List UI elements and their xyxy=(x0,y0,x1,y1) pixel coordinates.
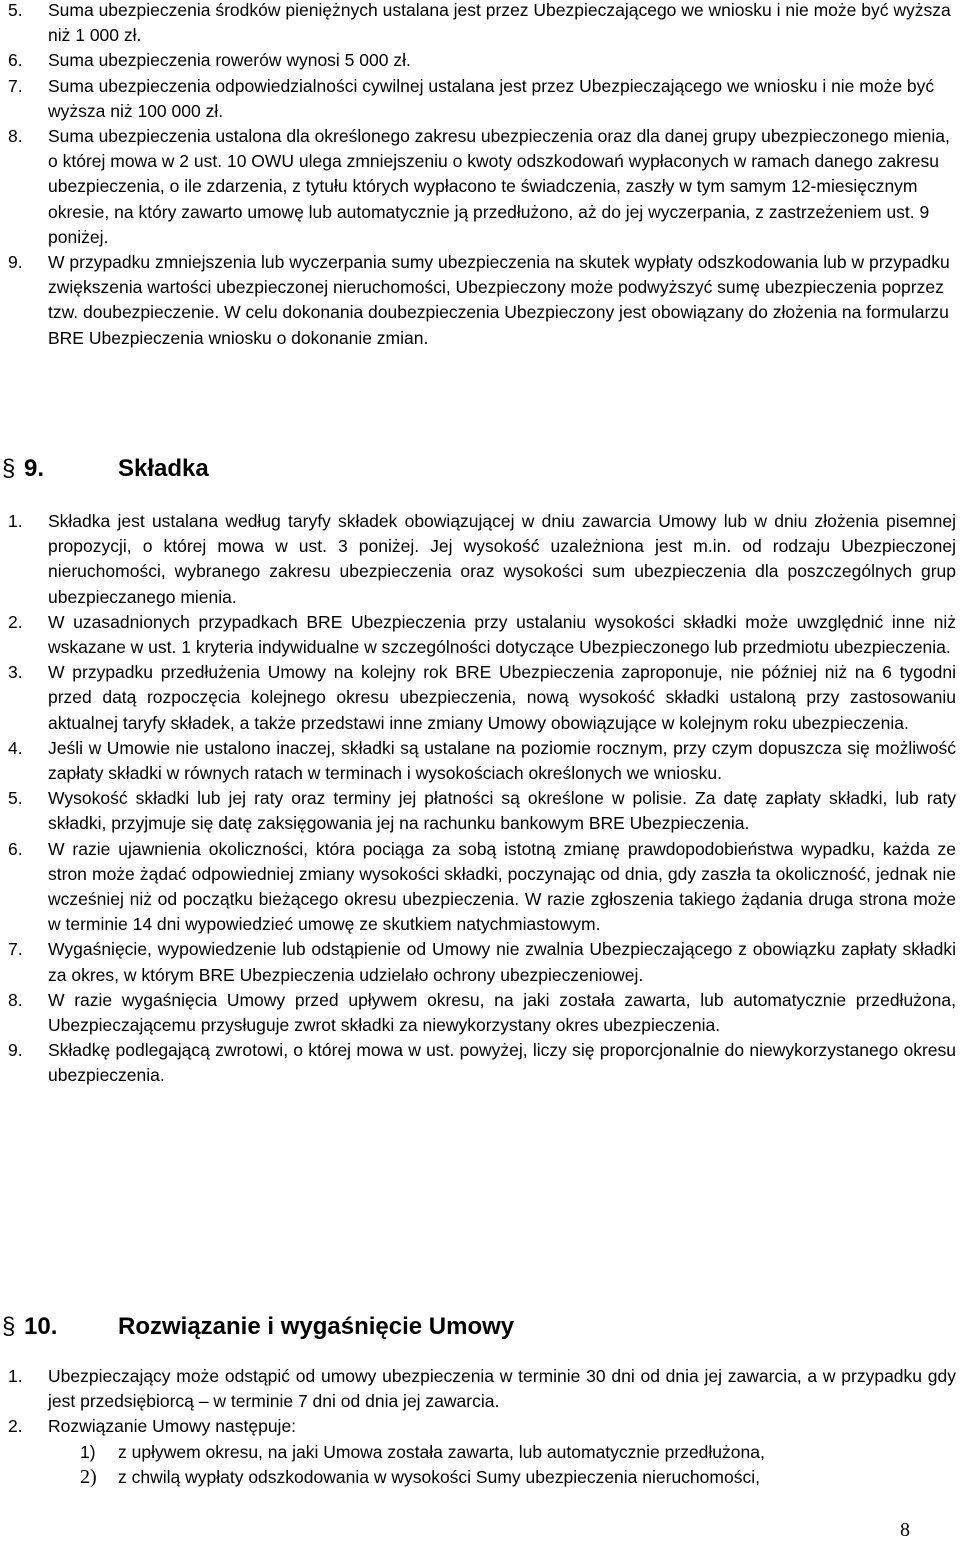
item-text: Jeśli w Umowie nie ustalono inaczej, składki są ustalane na poziomie rocznym, przy czym dopuszcza się możliwość zapłaty składki w równych ratach w terminach i wysokościach określonych we wniosku. xyxy=(48,737,956,784)
item-number: 9. xyxy=(8,1040,23,1061)
item-number: 2. xyxy=(8,611,23,632)
list-item xyxy=(8,937,956,987)
paragraph-sign: § xyxy=(2,455,16,482)
item-number: 7. xyxy=(8,75,23,96)
sub-list-item xyxy=(8,1465,956,1490)
item-text: Składka jest ustalana według taryfy składek obowiązującej w dniu zawarcia Umowy lub w dniu złożenia pisemnej propozycji, o której mowa w ust. 3 poniżej. Jej wysokość uzależniona jest m.in. od rodzaju Ubezpieczonej nieruchomości, wybranego zakresu ubezpieczenia oraz wysokości sum ubezpieczenia dla poszczególnych grup ubezpieczanego mienia. xyxy=(48,511,956,607)
item-text: Rozwiązanie Umowy następuje: xyxy=(48,1416,297,1437)
list-item xyxy=(8,837,956,938)
item-text: Suma ubezpieczenia rowerów wynosi 5 000 zł. xyxy=(48,50,411,71)
item-number: 2. xyxy=(8,1416,23,1437)
list-item xyxy=(8,1364,956,1414)
section-number: 10. xyxy=(24,1313,58,1340)
item-text: Wysokość składki lub jej raty oraz terminy jej płatności są określone w polisie. Za datę zapłaty składki, lub raty składki, przyjmuje się datę zaksięgowania jej na rachunku bankowym BRE Ubezpieczenia. xyxy=(48,788,956,834)
list-item xyxy=(8,1038,956,1088)
list-item xyxy=(8,1414,956,1439)
list-item xyxy=(8,660,956,736)
sub-item-text: z upływem okresu, na jaki Umowa została zawarta, lub automatycznie przedłużona, xyxy=(118,1441,765,1462)
item-number: 5. xyxy=(8,788,23,809)
item-text: W przypadku zmniejszenia lub wyczerpania sumy ubezpieczenia na skutek wypłaty odszkodowania lub w przypadku zwiększenia wartości ubezpieczonej nieruchomości, Ubezpieczony może podwyższyć sumę ubezpieczenia poprzez tzw. doubezpieczenie. W celu dokonania doubezpieczenia Ubezpieczony jest obowiązany do złożenia na formularzu BRE Ubezpieczenia wniosku o dokonanie zmian. xyxy=(48,252,950,348)
item-text: Suma ubezpieczenia ustalona dla określonego zakresu ubezpieczenia oraz dla danej grupy ubezpieczonego mienia, o której mowa w 2 ust. 10 OWU ulega zmniejszeniu o kwoty odszkodowań wypłaconych w ramach danego zakresu ubezpieczenia, o ile zdarzenia, z tytułu których wypłacono te świadczenia, zaszły w tym samym 12-miesięcznym okresie, na który zawarto umowę lub automatycznie ją przedłużono, aż do jej wyczerpania, z zastrzeżeniem ust. 9 poniżej. xyxy=(48,126,950,247)
item-number: 6. xyxy=(8,838,23,859)
item-number: 9. xyxy=(8,252,23,273)
list-item xyxy=(8,74,956,124)
item-text: W uzasadnionych przypadkach BRE Ubezpieczenia przy ustalaniu wysokości składki może uwzględnić inne niż wskazane w ust. 1 kryteria indywidualne w szczególności dotyczące Ubezpieczonego lub przedmiotu ubezpieczenia. xyxy=(48,611,956,658)
sub-item-text: z chwilą wypłaty odszkodowania w wysokości Sumy ubezpieczenia nieruchomości, xyxy=(118,1466,760,1487)
item-number: 8. xyxy=(8,989,23,1010)
item-number: 1. xyxy=(8,511,23,531)
item-text: Wygaśnięcie, wypowiedzenie lub odstąpienie od Umowy nie zwalnia Ubezpieczającego z obowiązku zapłaty składki za okres, w którym BRE Ubezpieczenia udzielało ochrony ubezpieczeniowej. xyxy=(48,939,956,985)
item-text: W razie wygaśnięcia Umowy przed upływem okresu, na jaki została zawarta, lub automatycznie przedłużona, Ubezpieczającemu przysługuje zwrot składki za niewykorzystany okres ubezpieczenia. xyxy=(48,989,956,1036)
list-item xyxy=(8,250,956,351)
item-text: W razie ujawnienia okoliczności, która pociąga za sobą istotną zmianę prawdopodobieństwa wypadku, każda ze stron może żądać odpowiedniej zmiany wysokości składki, poczynając od dnia, gdy zaszła ta okoliczność, jednak nie wcześniej niż od początku bieżącego okresu ubezpieczenia. W razie zgłoszenia takiego żądania druga strona może w terminie 14 dni wypowiedzieć umowę ze skutkiem natychmiastowym. xyxy=(48,838,956,935)
item-number: 7. xyxy=(8,939,23,960)
termination-list xyxy=(8,1364,956,1490)
item-number: 4. xyxy=(8,737,23,758)
page-number: 8 xyxy=(900,1519,910,1541)
list-item xyxy=(8,124,956,250)
paragraph-sign: § xyxy=(2,1313,16,1340)
section-title: Składka xyxy=(118,455,209,482)
list-item xyxy=(8,736,956,786)
item-text: Ubezpieczający może odstąpić od umowy ubezpieczenia w terminie 30 dni od dnia jej zawarcia, a w przypadku gdy jest przedsiębiorcą – w terminie 7 dni od dnia jej zawarcia. xyxy=(48,1366,956,1412)
sub-list-item xyxy=(8,1440,956,1465)
list-item xyxy=(8,48,956,73)
item-text: Składkę podlegającą zwrotowi, o której mowa w ust. powyżej, liczy się proporcjonalnie do niewykorzystanego okresu ubezpieczenia. xyxy=(48,1040,956,1086)
list-item xyxy=(8,786,956,836)
list-item xyxy=(8,0,956,48)
sub-item-number: 1) xyxy=(80,1441,96,1462)
item-number: 5. xyxy=(8,0,23,20)
list-item xyxy=(8,610,956,660)
section-title: Rozwiązanie i wygaśnięcie Umowy xyxy=(118,1313,515,1340)
premium-list xyxy=(8,509,956,1089)
sub-item-number: 2) xyxy=(80,1465,97,1488)
list-item xyxy=(8,509,956,610)
sum-insured-list xyxy=(8,0,956,351)
item-text: W przypadku przedłużenia Umowy na kolejny rok BRE Ubezpieczenia zaproponuje, nie później niż na 6 tygodni przed datą rozpoczęcia kolejnego okresu ubezpieczenia, nową wysokość składki ustaloną przy zastosowaniu aktualnej taryfy składek, a także przedstawi inne zmiany Umowy obowiązujące w kolejnym roku ubezpieczenia. xyxy=(48,662,956,733)
item-number: 6. xyxy=(8,50,23,71)
section-number: 9. xyxy=(24,455,45,482)
list-item xyxy=(8,988,956,1038)
item-text: Suma ubezpieczenia odpowiedzialności cywilnej ustalana jest przez Ubezpieczającego we wniosku i nie może być wyższa niż 100 000 zł. xyxy=(48,75,935,121)
item-text: Suma ubezpieczenia środków pieniężnych ustalana jest przez Ubezpieczającego we wniosku i nie może być wyższa niż 1 000 zł. xyxy=(48,0,951,46)
item-number: 3. xyxy=(8,662,23,683)
item-number: 8. xyxy=(8,126,23,147)
item-number: 1. xyxy=(8,1366,23,1386)
